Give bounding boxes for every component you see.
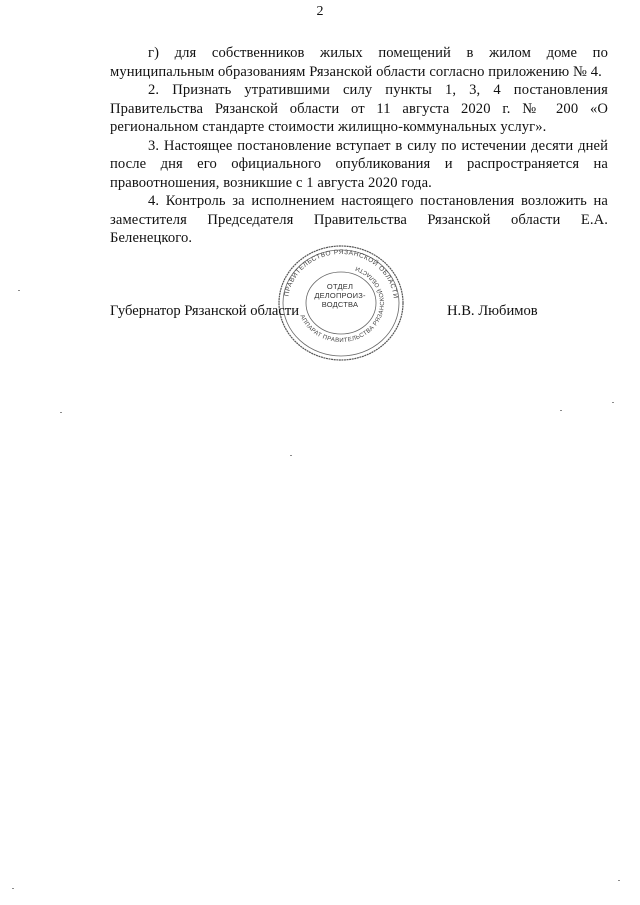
document-body	[110, 44, 608, 248]
stamp-outer-text: ПРАВИТЕЛЬСТВО РЯЗАНСКОЙ ОБЛАСТИ	[283, 248, 399, 300]
paragraph-subitem-g: г) для собственников жилых помещений в жилом доме по муниципальным образованиям Рязанской области согласно приложению № 4.	[110, 45, 608, 80]
stamp-inner-text: АППАРАТ ПРАВИТЕЛЬСТВА РЯЗАНСКОЙ ОБЛАСТИ	[298, 264, 387, 345]
stamp-center-line: ОТДЕЛ	[326, 282, 354, 291]
signatory-title: Губернатор Рязанской области	[110, 303, 300, 319]
stamp-center-line: ВОДСТВА	[321, 300, 359, 309]
page-number: 2	[316, 4, 324, 19]
paragraph-2: 2. Признать утратившими силу пункты 1, 3, 4 постановления Правительства Рязанской области от 11 августа 2020 г. № 200 «О региональном стандарте стоимости жилищно-коммунальных услуг».	[110, 82, 608, 135]
stamp-center-text	[300, 282, 380, 309]
paragraph-3: 3. Настоящее постановление вступает в силу по истечении десяти дней после дня его официального опубликования и распространяется на правоотношения, возникшие с 1 августа 2020 года.	[110, 137, 608, 191]
stamp-center-line: ДЕЛОПРОИЗ-	[314, 291, 366, 300]
paragraph-4: 4. Контроль за исполнением настоящего постановления возложить на заместителя Председателя Правительства Рязанской области Е.А. Беленецкого.	[110, 193, 608, 246]
signatory-name: Н.В. Любимов	[447, 303, 538, 319]
